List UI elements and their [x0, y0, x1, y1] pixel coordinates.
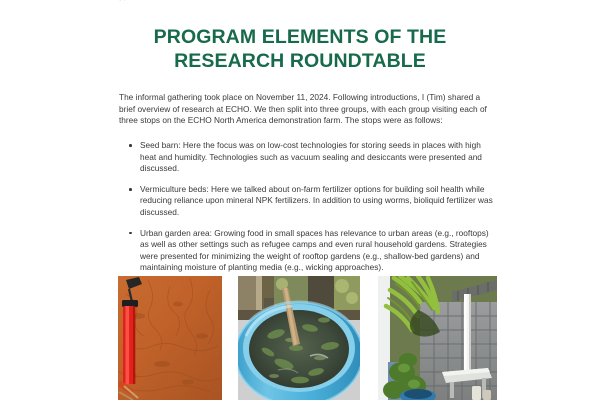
photo-urban-garden	[378, 276, 497, 400]
photo-strip	[0, 276, 600, 400]
clipped-header-remnant	[119, 0, 499, 1]
photo-vermiculture-barrel	[238, 276, 360, 400]
list-item-text: Urban garden area: Growing food in small spaces has relevance to urban areas (e.g., rooftops) as well as other settings such as refugee camps and even rural household gardens. Strategies were presented for minimizing the weight of rooftop gardens (e.g., shallow-bed gardens) and maintaining moisture of planting media (e.g., wicking approaches).	[140, 227, 489, 273]
bullet-dot-icon	[129, 188, 132, 191]
page-title	[100, 25, 500, 73]
list-item	[119, 140, 497, 175]
page-title-line-1: PROGRAM ELEMENTS OF THE	[153, 26, 447, 49]
photo-seed-barn-tool	[118, 276, 222, 400]
list-item-text: Seed barn: Here the focus was on low-cost technologies for storing seeds in places with high heat and humidity. Technologies such as vacuum sealing and desiccants were presented and discussed.	[140, 140, 482, 174]
page-title-line-2: RESEARCH ROUNDTABLE	[174, 50, 426, 73]
list-item	[119, 228, 497, 274]
intro-paragraph: The informal gathering took place on November 11, 2024. Following introductions, I (Tim) shared a brief overview of research at ECHO. We then split into three groups, with each group visiting each of three stops on the ECHO North America demonstration farm. The stops were as follows:	[119, 92, 487, 126]
bullet-dot-icon	[129, 144, 132, 147]
list-item	[119, 184, 497, 219]
bullet-dot-icon	[129, 232, 132, 235]
stops-list	[119, 140, 497, 274]
list-item-text: Vermiculture beds: Here we talked about on-farm fertilizer options for building soil health while reducing reliance upon mineral NPK fertilizers. In addition to using worms, bioliquid fertilizer was discussed.	[140, 183, 493, 217]
